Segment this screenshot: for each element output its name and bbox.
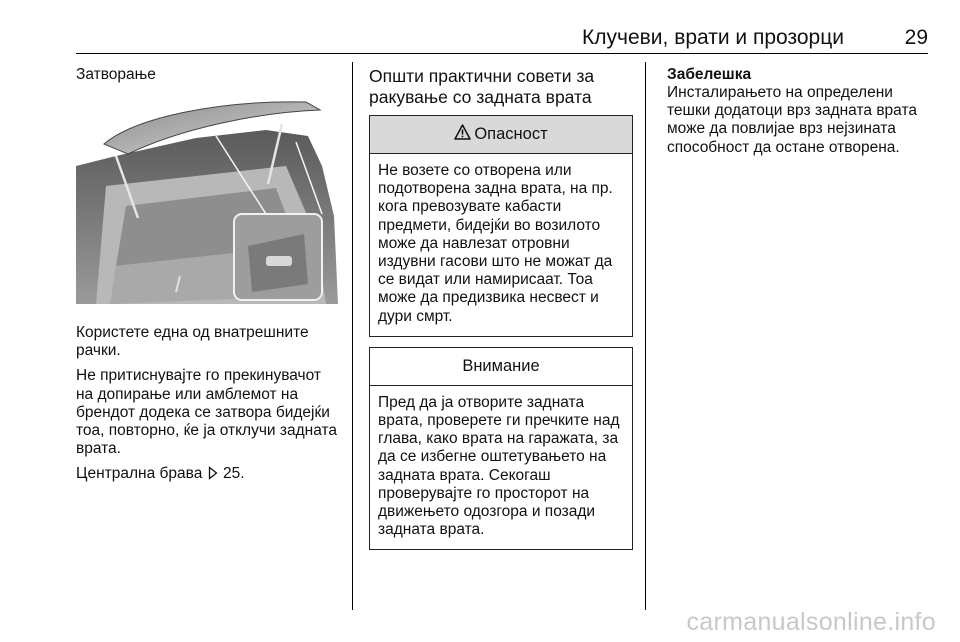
chapter-title: Клучеви, врати и прозорци [582, 26, 844, 49]
caution-box [369, 347, 633, 551]
arrow-right-outline-icon [208, 466, 218, 485]
note-title: Забелешка [667, 66, 752, 83]
danger-box-header [370, 116, 632, 154]
column-left [76, 66, 342, 493]
tailgate-open-illustration [76, 96, 338, 304]
handling-heading: Општи практични совети за ракување со задната врата [369, 66, 595, 107]
warning-triangle-icon [454, 124, 471, 144]
danger-box [369, 115, 633, 337]
crossref-page: 25. [222, 465, 245, 483]
crossref [76, 465, 342, 485]
header-rule [76, 53, 928, 54]
crossref-text: Централна брава [76, 465, 203, 483]
danger-box-text: Не возете со отворена или подотворена задна врата, на пр. кога превозувате кабасти предмети, бидејќи во возилото може да навлезат отровни издувни гасови што не можат да се видат или намирисаат. Тоа може да предизвика несвест и дури смрт. [378, 162, 613, 325]
danger-box-title: Опасност [474, 125, 548, 144]
section-title: Затворање [76, 66, 156, 83]
page-header [76, 26, 928, 52]
watermark: carmanualsonline.info [686, 608, 936, 636]
column-right [667, 66, 933, 164]
paragraph-2: Не притиснувајте го прекинувачот на допирање или амблемот на брендот додека се затвора бидејќи тоа, повторно, ќе ја отклучи задната врата. [76, 367, 338, 458]
caution-box-header [370, 348, 632, 386]
column-divider-right [645, 62, 646, 610]
column-middle [369, 66, 633, 560]
page-number: 29 [904, 26, 928, 49]
caution-box-title: Внимание [462, 357, 540, 376]
column-divider-left [352, 62, 353, 610]
paragraph-1: Користете една од внатрешните рачки. [76, 324, 309, 360]
note-text: Инсталирањето на определени тешки додатоци врз задната врата може да повлијае врз нејзината способност да остане отворена. [667, 84, 917, 156]
caution-box-text: Пред да ја отворите задната врата, проверете ги пречките над глава, како врата на гаражата, за да се избегне оштетувањето на задната врата. Секогаш проверувајте го просторот на движењето одозгора и позади задната врата. [378, 393, 620, 539]
